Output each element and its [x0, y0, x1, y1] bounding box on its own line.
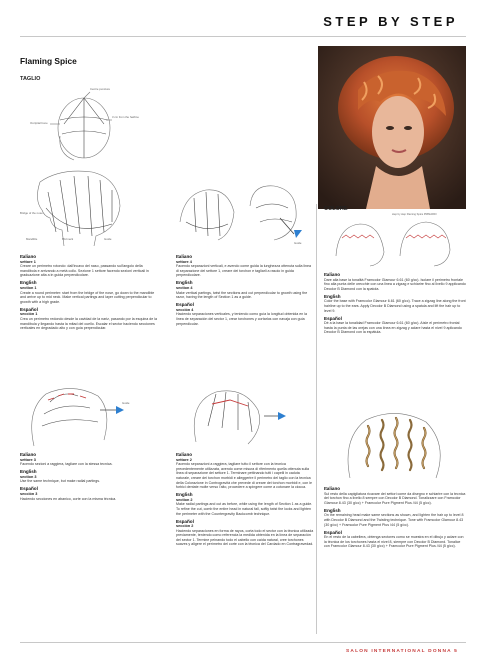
header-rule	[20, 36, 466, 37]
fig1-label-centre: Centre puncture	[90, 87, 111, 91]
fig1-label-guide: Guide	[104, 237, 112, 241]
photo-caption: step by step Flaming Spice PRIMARIO	[392, 213, 437, 216]
color-step2-text: Italiano Sul resto della capigliatura ricavare dei settori come da disegno e schiarire con la tecnica del torchon fino a livello 8 sempre con Decolor B Diamond. Tonalizzare con Framcolor Glamour 8.43 (30 g/cc) + Framcolor Pure Pigment Plus /44 (5 g/cc). English On the remaining head make same sections as shown, and lighten the hair up to level 8 with Decolor B Diamond and the Twisting technique. Tone with Framcolor Glamour 8.43 (30 g/cc) + Framcolor Pure Pigment Plus /44 (5 g/cc). Español En el resto de la cabellera, obtenga sectores como se muestra en el dibujo y aclare con la técnica de los torchones hasta el nivel 8, siempre con Decolor B Diamond. Tonalice con Framcolor Glamour 8.43 (30 g/cc) + Framcolor Pure Pigment Plus /44 (5 g/cc).	[324, 486, 466, 549]
section3-diagram	[20, 380, 158, 450]
color-diagram-2	[336, 408, 456, 482]
fig1-label-bridge: Bridge of the nose	[20, 211, 43, 215]
color-step1-text: Italiano Dare alla base la tonalità Framcolor Glamour 6.61 (60 g/cc). Isolare il perimetro frontale fino alla punta delle orecchie con una linea a zigzag e schiarire fino al livello 9 applicando Decolor B Diamond con la spatola. English Color the base with Framcolor Glamour 6.61 (60 g/cc). Trace a zigzag line along the front hairline up to the ears. Apply Decolor B Diamond using a spatula and lift the hair up to level 9. Español Dé a la base la tonalidad Framcolor Glamour 6.61 (60 g/cc). Aísle el perímetro frontal hasta la punta de las orejas con una línea en zigzag y aclare hasta el nivel 9 aplicando Decolor B Diamond con la espátula.	[324, 272, 466, 335]
model-photo	[318, 46, 466, 209]
color-diagram-1	[330, 216, 456, 268]
fig4-label-guide: Guide	[294, 241, 302, 245]
fig1-label-mandible: Mandible	[26, 237, 38, 241]
cut-diagram-profile	[20, 166, 132, 252]
section4-text: Italiano settore 4 Facendo separazioni verticali, e avendo come guida la lunghezza ottenuta sulla linea di separazione del settore 1, creare dei torchon e tagliarli a rasoio in guida perpendicolare. English section 4 Make vertical partings, twist the sections and cut perpendicular to growth using the razor, having the length of Section 1 as a guide. Español sección 4 Haciendo separaciones verticales, y teniendo como guía la longitud obtenida en la línea de separación del sector 1, crear torchones y cortarlos con navaja con guía perpendicular.	[176, 254, 312, 326]
section2-diagram	[176, 380, 314, 450]
page-footer: SALON INTERNATIONAL DONNA 5	[346, 649, 458, 654]
cut-diagram-head	[20, 84, 139, 166]
color-section-label: COLORE	[324, 206, 348, 212]
fig1-label-midneck: Mid neck	[62, 237, 74, 241]
section1-text: Italiano settore 1 Creare un perimetro rotondo: dall'incavo del naso, passando sull'angolo della mandibola e arrivando a metà collo. Sezione 1 settore facendo sezioni verticali in graduazione alta a in guida perpendicolare. English section 1 Create a round perimeter: start from the bridge of the nose, go down to the mandible and arrive up to mid neck. Make vertical partings and layer cutting perpendicular to growth with a high grade. Español sección 1 Crea un perímetro redondo desde la cavidad de la nariz, pasando por la esquina de la mandíbula y llegando hasta la mitad del cuello. Escalar el sector haciendo secciones verticales en degradado alto y con guía perpendicular.	[20, 254, 158, 331]
column-divider	[316, 204, 317, 634]
footer-rule	[20, 642, 466, 643]
page-title: STEP BY STEP	[323, 14, 458, 29]
document-title: Flaming Spice	[20, 56, 77, 66]
fig1-label-occipital: Occipital bone	[30, 121, 48, 125]
section2-text: Italiano settore 2 Facendo separazioni a raggiera, tagliare tutto il settore con la tecnica precedentemente utilizzata, avendo come misura di riferimento quella ottenuta sulla linea di separazione del settore 1. Terminare pettinando tutti i capelli in caduta naturale, creare dei torchon morbidi e alleggerire il perimetro del taglio con la tecnica della Colorazione in Controgravità che prevede di creare dei torchon morbidi e, con le forbici dentate molte verso l'alto, procedere a spingere come a cotonare la ciocca. English section 2 Make radial partings and cut as before, while using the length of Section 1 as a guide. To refine the cut, comb the entire head in natural fall, softly twist the locks and lighten the perimeter with the Countergravity Backcomb technique. Español sección 2 Haciendo separaciones en forma de rayos, corta todo el sector con la técnica utilizada previamente, teniendo como referencia la medida obtenida en la línea de separación del sector 1. Termine peinando todo el cabello con caída natural, cree torchones suaves y aligere el perímetro del corte con la técnica del Cardado en Contragravedad.	[176, 452, 314, 547]
section3-text: Italiano settore 3 Facendo sezioni a raggiera, tagliare con la stessa tecnica. English section 3 Use the same technique, but make radial partings. Español sección 3 Haciendo secciones en abanico, corte con la misma técnica.	[20, 452, 117, 501]
fig1-label-hairline: 3 cm from the hairline	[112, 115, 139, 119]
cut-section-label: TAGLIO	[20, 76, 41, 82]
section4-diagram	[176, 178, 314, 250]
fig3-label-guide: Guide	[122, 401, 130, 405]
